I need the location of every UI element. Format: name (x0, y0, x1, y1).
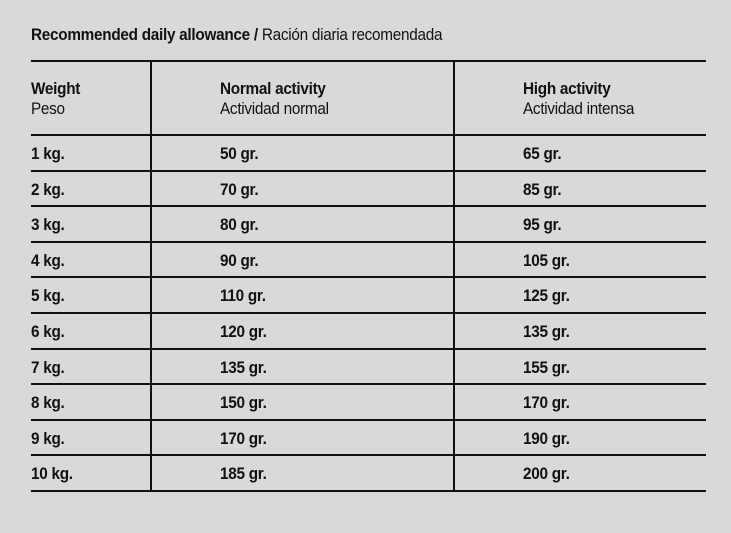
normal-activity-cell: 50 gr. (220, 144, 259, 163)
table-row (31, 420, 706, 456)
header-weight-es: Peso (31, 99, 65, 118)
header-high-en: High activity (523, 79, 611, 98)
normal-activity-cell: 70 gr. (220, 179, 259, 199)
weight-cell: 6 kg. (31, 321, 65, 341)
weight-cell: 7 kg. (31, 357, 65, 377)
high-activity-cell: 200 gr. (523, 464, 570, 484)
header-high-activity (454, 61, 706, 135)
normal-activity-cell: 90 gr. (220, 250, 259, 270)
high-activity-cell: 85 gr. (523, 179, 562, 199)
table-row (31, 171, 706, 207)
title-english: Recommended daily allowance / (31, 25, 258, 44)
high-activity-cell: 95 gr. (523, 215, 562, 235)
high-activity-cell: 65 gr. (523, 144, 562, 163)
high-activity-cell: 105 gr. (523, 250, 570, 270)
header-normal-en: Normal activity (220, 79, 326, 98)
normal-activity-cell: 120 gr. (220, 321, 267, 341)
table-row (31, 384, 706, 420)
normal-activity-cell: 135 gr. (220, 357, 267, 377)
normal-activity-cell: 170 gr. (220, 428, 267, 448)
header-weight-en: Weight (31, 79, 81, 98)
normal-activity-cell: 150 gr. (220, 393, 267, 413)
high-activity-cell: 135 gr. (523, 321, 570, 341)
high-activity-cell: 125 gr. (523, 286, 570, 306)
page-title (31, 25, 442, 45)
header-normal-activity (151, 61, 454, 135)
table-row (31, 242, 706, 278)
weight-cell: 9 kg. (31, 428, 65, 448)
header-weight (31, 61, 151, 135)
high-activity-cell: 190 gr. (523, 428, 570, 448)
weight-cell: 1 kg. (31, 144, 65, 163)
weight-cell: 5 kg. (31, 286, 65, 306)
allowance-table (31, 60, 706, 492)
weight-cell: 4 kg. (31, 250, 65, 270)
weight-cell: 2 kg. (31, 179, 65, 199)
table-row (31, 313, 706, 349)
table-row (31, 277, 706, 313)
table-header-row (31, 61, 706, 135)
title-spanish: Ración diaria recomendada (261, 25, 443, 44)
high-activity-cell: 170 gr. (523, 393, 570, 413)
normal-activity-cell: 80 gr. (220, 215, 259, 235)
normal-activity-cell: 110 gr. (220, 286, 266, 306)
weight-cell: 3 kg. (31, 215, 65, 235)
table-row (31, 455, 706, 491)
table-row (31, 349, 706, 385)
table-row (31, 135, 706, 171)
table-row (31, 206, 706, 242)
header-normal-es: Actividad normal (220, 99, 329, 118)
header-high-es: Actividad intensa (523, 99, 635, 118)
weight-cell: 8 kg. (31, 393, 65, 413)
weight-cell: 10 kg. (31, 464, 73, 484)
normal-activity-cell: 185 gr. (220, 464, 267, 484)
high-activity-cell: 155 gr. (523, 357, 570, 377)
